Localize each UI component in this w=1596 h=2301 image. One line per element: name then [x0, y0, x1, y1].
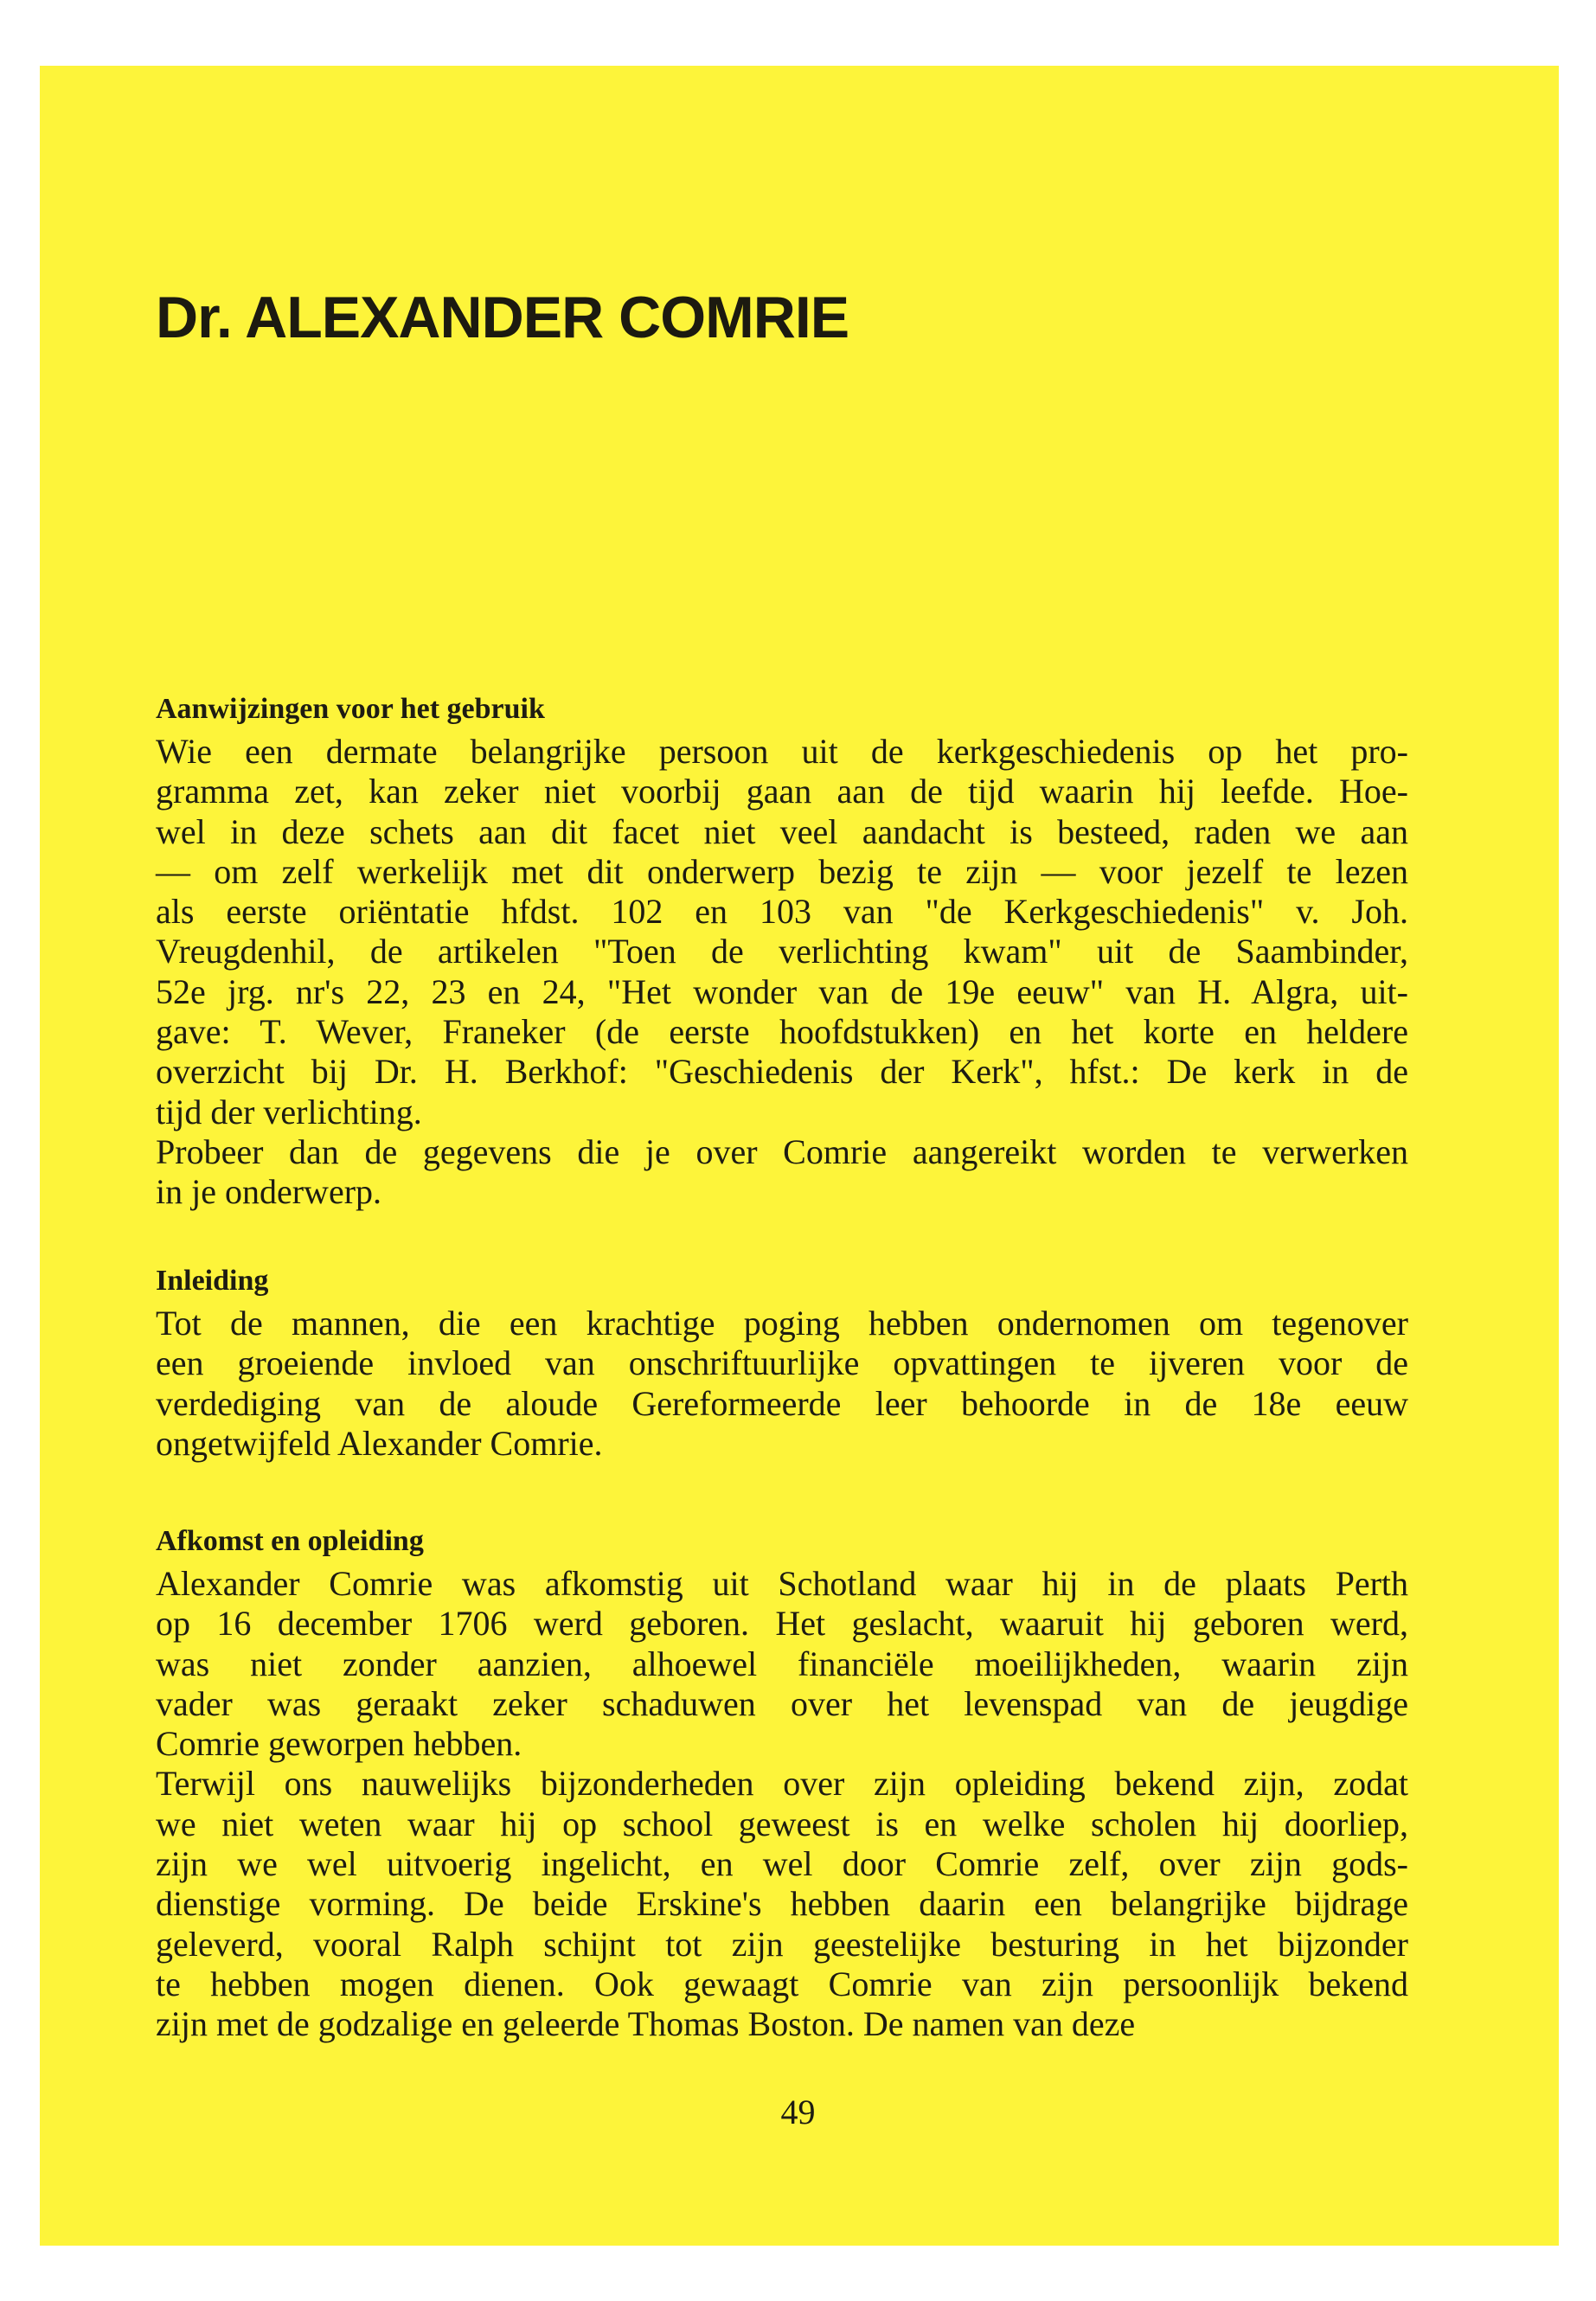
section-heading: Aanwijzingen voor het gebruik — [156, 693, 545, 725]
text-line: te hebben mogen dienen. Ook gewaagt Comrie van zijn persoonlijk bekend — [156, 1964, 1408, 2003]
section-inleiding — [156, 1259, 1408, 1464]
paragraph — [156, 1132, 1408, 1213]
text-line: Vreugdenhil, de artikelen "Toen de verlichting kwam" uit de Saambinder, — [156, 932, 1408, 971]
text-line: overzicht bij Dr. H. Berkhof: "Geschiedenis der Kerk", hfst.: De kerk in de — [156, 1052, 1408, 1092]
text-line: in je onderwerp. — [156, 1172, 382, 1212]
text-line: Probeer dan de gegevens die je over Comrie aangereikt worden te verwerken — [156, 1131, 1408, 1171]
section-afkomst-en-opleiding — [156, 1519, 1408, 2045]
section-heading: Inleiding — [156, 1265, 269, 1297]
text-line: was niet zonder aanzien, alhoewel financiële moeilijkheden, waarin zijn — [156, 1644, 1408, 1683]
text-line: als eerste oriëntatie hfdst. 102 en 103 van "de Kerkgeschiedenis" v. Joh. — [156, 892, 1408, 932]
text-line: geleverd, vooral Ralph schijnt tot zijn geestelijke besturing in het bijzonder — [156, 1924, 1408, 1964]
text-line: 52e jrg. nr's 22, 23 en 24, "Het wonder van de 19e eeuw" van H. Algra, uit- — [156, 971, 1408, 1011]
text-line: verdediging van de aloude Gereformeerde leer behoorde in de 18e eeuw — [156, 1383, 1408, 1423]
text-line: tijd der verlichting. — [156, 1092, 422, 1131]
text-line: dienstige vorming. De beide Erskine's hebben daarin een belangrijke bijdrage — [156, 1884, 1408, 1924]
paragraph — [156, 1304, 1408, 1464]
text-line: ongetwijfeld Alexander Comrie. — [156, 1423, 603, 1463]
paragraph — [156, 732, 1408, 1132]
page-title: Dr. ALEXANDER COMRIE — [156, 285, 849, 350]
paragraph — [156, 1764, 1408, 2044]
section-heading: Afkomst en opleiding — [156, 1525, 424, 1557]
text-line: Terwijl ons nauwelijks bijzonderheden over zijn opleiding bekend zijn, zodat — [156, 1764, 1408, 1804]
section-aanwijzingen — [156, 687, 1408, 1213]
page-number: 49 — [780, 2093, 816, 2131]
text-line: vader was geraakt zeker schaduwen over het levenspad van de jeugdige — [156, 1683, 1408, 1723]
text-line: gramma zet, kan zeker niet voorbij gaan aan de tijd waarin hij leefde. Hoe- — [156, 772, 1408, 811]
text-line: Wie een dermate belangrijke persoon uit de kerkgeschiedenis op het pro- — [156, 732, 1408, 771]
text-line: zijn met de godzalige en geleerde Thomas Boston. De namen van deze — [156, 2004, 1136, 2044]
text-line: Comrie geworpen hebben. — [156, 1724, 522, 1764]
text-line: een groeiende invloed van onschriftuurlijke opvattingen te ijveren voor de — [156, 1343, 1408, 1383]
text-line: we niet weten waar hij op school geweest is en welke scholen hij doorliep, — [156, 1804, 1408, 1843]
text-line: Tot de mannen, die een krachtige poging hebben ondernomen om tegenover — [156, 1304, 1408, 1343]
text-line: wel in deze schets aan dit facet niet veel aandacht is besteed, raden we aan — [156, 811, 1408, 851]
text-line: gave: T. Wever, Franeker (de eerste hoofdstukken) en het korte en heldere — [156, 1012, 1408, 1052]
text-line: zijn we wel uitvoerig ingelicht, en wel door Comrie zelf, over zijn gods- — [156, 1844, 1408, 1884]
text-line: op 16 december 1706 werd geboren. Het geslacht, waaruit hij geboren werd, — [156, 1604, 1408, 1644]
text-line: Alexander Comrie was afkomstig uit Schotland waar hij in de plaats Perth — [156, 1564, 1408, 1603]
text-line: — om zelf werkelijk met dit onderwerp bezig te zijn — voor jezelf te lezen — [156, 851, 1408, 891]
paragraph — [156, 1564, 1408, 1764]
